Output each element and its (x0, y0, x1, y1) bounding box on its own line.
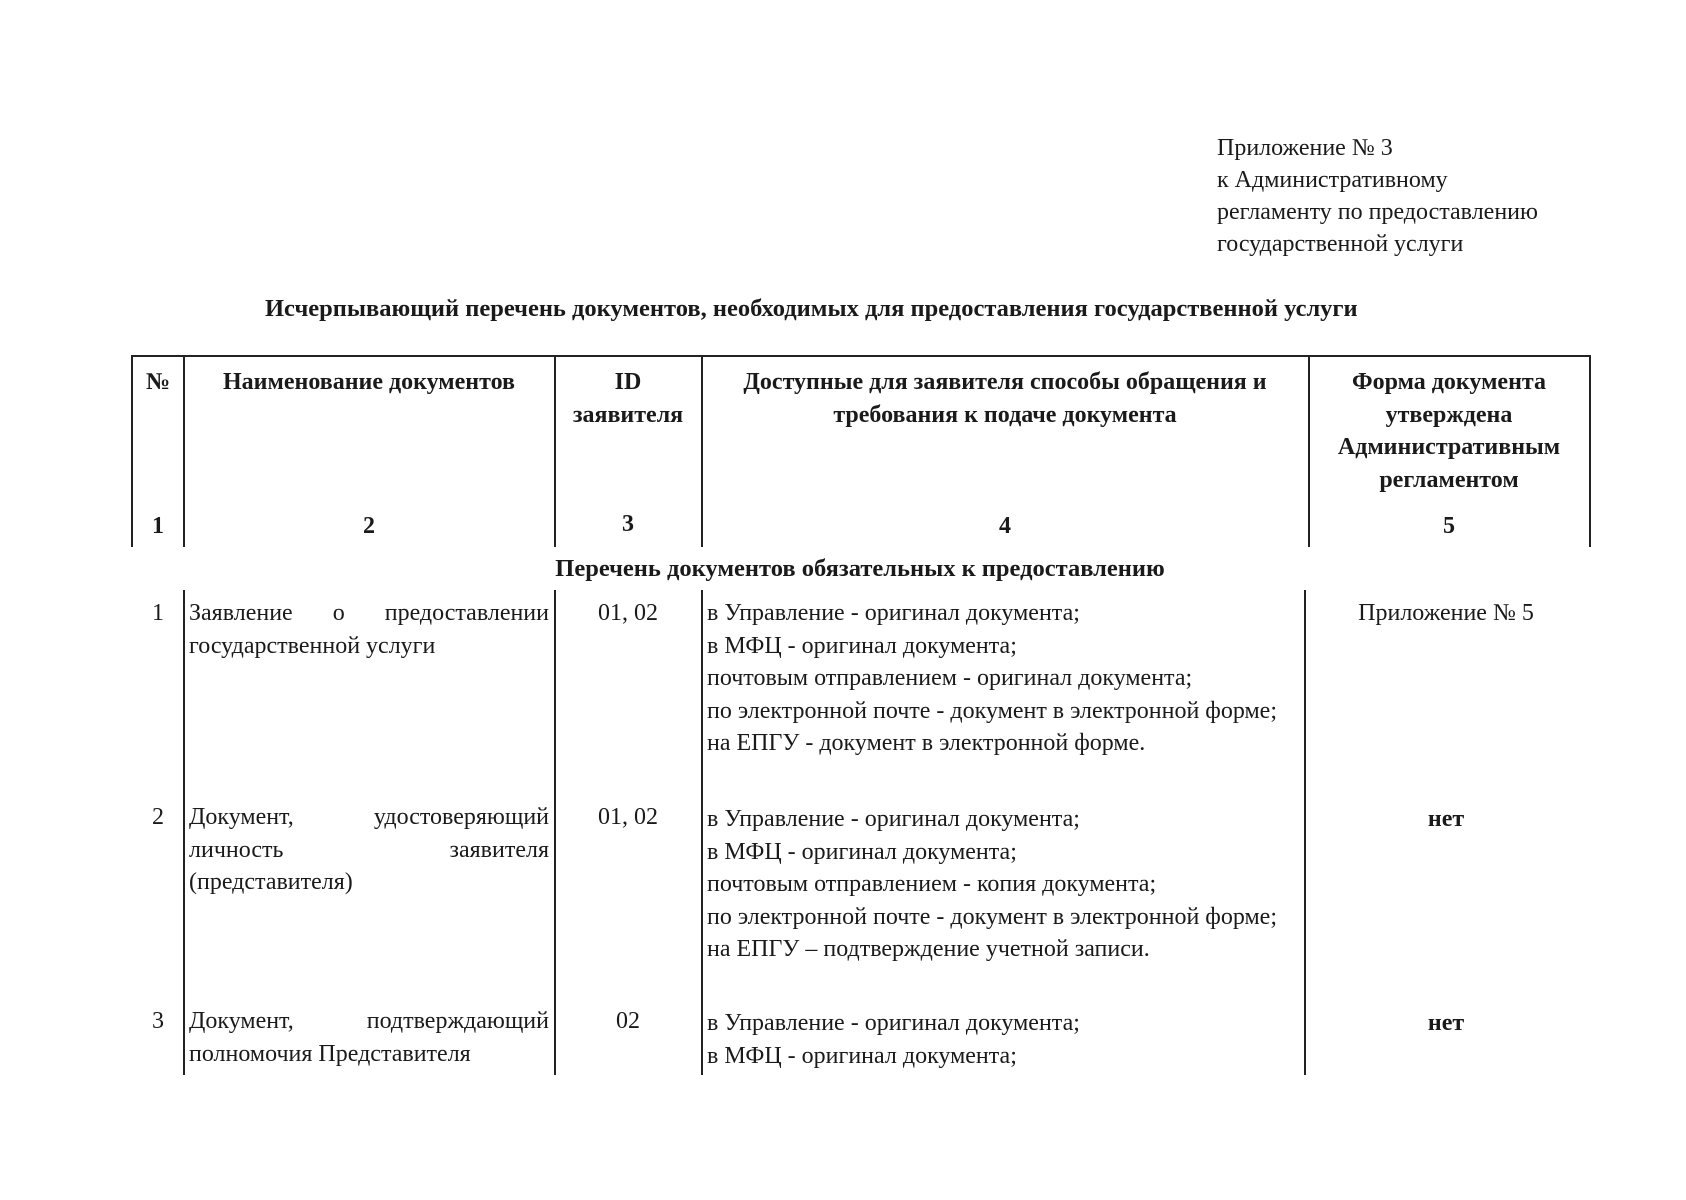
appendix-line: к Административному (1217, 167, 1448, 193)
row-number: 2 (152, 804, 164, 830)
col-divider (554, 590, 556, 1075)
document-name: Заявление о предоставлении государственной услуги (189, 600, 549, 659)
col-divider (183, 355, 185, 547)
header-name: Наименование документов (223, 369, 515, 395)
submission-methods (707, 1007, 1299, 1072)
col-divider (1304, 590, 1306, 1075)
method-line: почтовым отправлением - копия документа; (707, 871, 1157, 897)
form-approval: нет (1427, 1010, 1465, 1036)
section-title: Перечень документов обязательных к предоставлению (555, 555, 1165, 582)
method-line: в МФЦ - оригинал документа; (707, 1042, 1017, 1069)
document-name: Документ, подтверждающий полномочия Представителя (189, 1008, 549, 1067)
col-number: 1 (152, 513, 164, 539)
table-right-border (1589, 355, 1591, 547)
header-form: Форма документа утверждена Административным регламентом (1337, 369, 1561, 493)
document-title: Исчерпывающий перечень документов, необходимых для предоставления государственной услуги (265, 295, 1358, 322)
col-divider (701, 590, 703, 1075)
header-id: ID заявителя (572, 369, 684, 428)
document-name: Документ, удостоверяющий личность заявителя (представителя) (189, 804, 549, 895)
method-line: в Управление - оригинал документа; (707, 1010, 1080, 1036)
form-approval: Приложение № 5 (1358, 600, 1534, 626)
row-number: 1 (152, 600, 164, 626)
form-approval: нет (1427, 806, 1465, 832)
row-number: 3 (152, 1008, 164, 1034)
col-divider (183, 590, 185, 1075)
header-methods: Доступные для заявителя способы обращения и требования к подаче документа (743, 369, 1267, 428)
method-line: по электронной почте - документ в электронной форме; (707, 697, 1277, 724)
header-no: № (145, 369, 171, 395)
table-left-border (131, 355, 133, 547)
col-divider (701, 355, 703, 547)
method-line: на ЕПГУ – подтверждение учетной записи. (707, 936, 1150, 962)
col-divider (1308, 355, 1310, 547)
applicant-id: 02 (616, 1008, 640, 1034)
col-number: 3 (622, 511, 634, 537)
table-top-border (131, 355, 1590, 357)
method-line: в МФЦ - оригинал документа; (707, 838, 1017, 865)
method-line: в МФЦ - оригинал документа; (707, 632, 1017, 659)
method-line: по электронной почте - документ в электронной форме; (707, 903, 1277, 930)
method-line: в Управление - оригинал документа; (707, 600, 1080, 626)
applicant-id: 01, 02 (598, 804, 658, 830)
appendix-line: регламенту по предоставлению (1217, 199, 1538, 225)
appendix-line: Приложение № 3 (1217, 135, 1393, 161)
method-line: в Управление - оригинал документа; (707, 806, 1080, 832)
col-number: 5 (1443, 513, 1455, 539)
col-number: 4 (999, 513, 1011, 539)
col-divider (554, 355, 556, 547)
method-line: на ЕПГУ - документ в электронной форме. (707, 730, 1146, 756)
applicant-id: 01, 02 (598, 600, 658, 626)
col-number: 2 (363, 513, 375, 539)
appendix-note (1217, 132, 1538, 260)
appendix-line: государственной услуги (1217, 231, 1464, 257)
method-line: почтовым отправлением - оригинал документа; (707, 665, 1193, 691)
submission-methods (707, 597, 1299, 760)
submission-methods (707, 803, 1299, 966)
